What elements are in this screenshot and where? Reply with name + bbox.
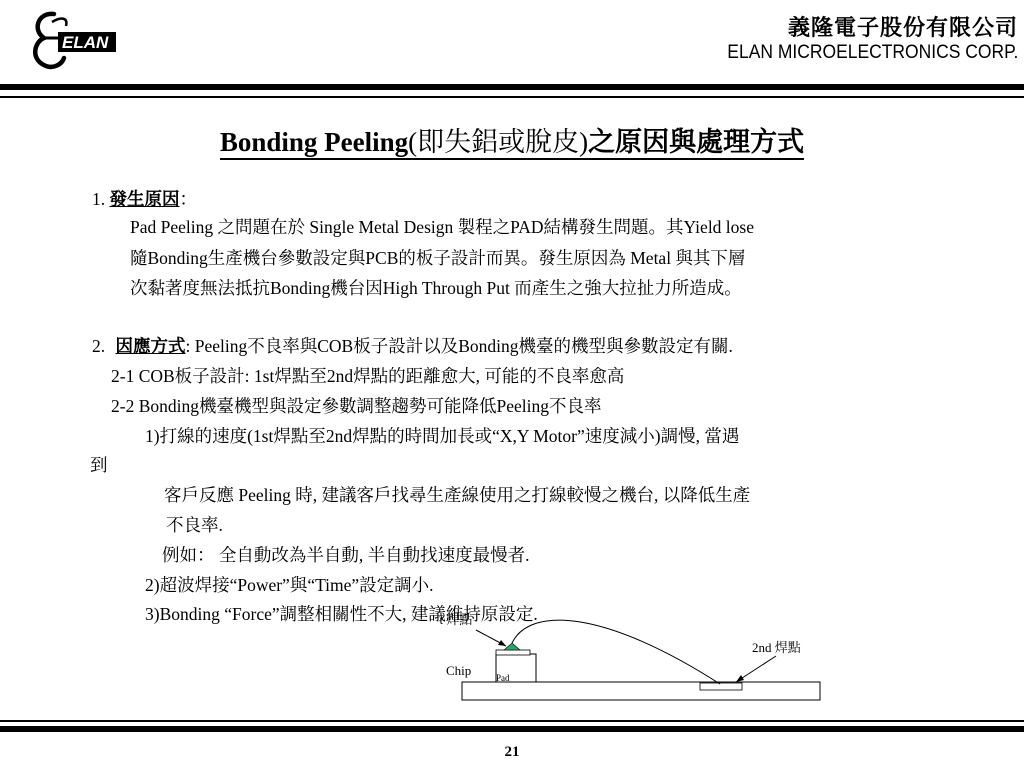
section-1-number: 1. bbox=[92, 189, 106, 209]
elan-logo-graphic bbox=[22, 8, 122, 72]
item-2-2: 2-2 Bonding機臺機型與設定參數調整趨勢可能降低Peeling不良率 bbox=[111, 396, 602, 416]
section-1-line-2: 隨Bonding生產機台參數設定與PCB的板子設計而異。發生原因為 Metal 與其下層 bbox=[130, 248, 746, 268]
company-name bbox=[702, 16, 1018, 64]
arrow-1st-head bbox=[498, 640, 506, 646]
header-rule-thick bbox=[0, 84, 1024, 90]
section-1-line-1: Pad Peeling 之問題在於 Single Metal Design 製程之PAD結構發生問題。其Yield lose bbox=[130, 217, 754, 237]
footer-rule-thick bbox=[0, 726, 1024, 732]
second-bond-pad bbox=[700, 683, 742, 690]
bonding-diagram-graphic bbox=[440, 612, 830, 704]
section-1-heading bbox=[92, 188, 197, 210]
sub-item-1-line-5: 例如： 全自動改為半自動, 半自動找速度最慢者. bbox=[162, 545, 530, 565]
sub-item-3: 3)Bonding “Force”調整相關性不大, 建議維持原設定. bbox=[145, 604, 538, 624]
header-rule-thin bbox=[0, 96, 1024, 98]
section-1-colon: ： bbox=[179, 189, 197, 209]
sub-item-1-line-1: 1)打線的速度(1st焊點至2nd焊點的時間加長或“X,Y Motor”速度減小)調慢, 當遇 bbox=[145, 426, 740, 446]
title-part-2: (即失鋁或脫皮) bbox=[408, 127, 589, 157]
company-name-english: ELAN MICROELECTRONICS CORP. bbox=[726, 42, 1018, 63]
section-1-line-3: 次黏著度無法抵抗Bonding機台因High Through Put 而產生之強大拉扯力所造成。 bbox=[130, 278, 742, 298]
elan-logo bbox=[22, 8, 122, 72]
substrate bbox=[462, 682, 820, 700]
title-part-3: 之原因與處理方式 bbox=[588, 127, 805, 157]
label-pad: Pad bbox=[496, 673, 510, 683]
bonding-diagram bbox=[440, 612, 830, 704]
label-chip: Chip bbox=[446, 663, 472, 678]
sub-item-1-line-2: 到 bbox=[90, 455, 108, 475]
title-part-1: Bonding Peeling bbox=[219, 127, 409, 157]
bond-wire bbox=[512, 620, 720, 684]
label-1st-bond: t 焊點 bbox=[440, 612, 473, 627]
logo-text: ELAN bbox=[62, 33, 109, 52]
slide-title-underlined bbox=[220, 127, 804, 160]
footer-rule-thin bbox=[0, 720, 1024, 722]
sub-item-1-line-3: 客戶反應 Peeling 時, 建議客戶找尋生產線使用之打線較慢之機台, 以降低生產 bbox=[164, 485, 751, 505]
sub-item-2: 2)超波焊接“Power”與“Time”設定調小. bbox=[145, 575, 434, 595]
section-1-title: 發生原因 bbox=[109, 189, 180, 209]
arrow-2nd-head bbox=[736, 675, 744, 682]
section-2-number: 2. bbox=[92, 336, 106, 356]
item-2-1: 2-1 COB板子設計: 1st焊點至2nd焊點的距離愈大, 可能的不良率愈高 bbox=[111, 366, 625, 386]
section-2-intro: : Peeling不良率與COB板子設計以及Bonding機臺的機型與參數設定有關. bbox=[185, 336, 733, 356]
slide-title bbox=[0, 120, 1024, 159]
page-number: 21 bbox=[504, 744, 520, 760]
first-bond-ball bbox=[504, 643, 520, 650]
section-2-heading bbox=[92, 335, 733, 357]
chip-pad bbox=[496, 650, 530, 655]
company-name-chinese: 義隆電子股份有限公司 bbox=[787, 16, 1018, 41]
section-2-title: 因應方式 bbox=[115, 336, 186, 356]
sub-item-1-line-4: 不良率. bbox=[166, 515, 223, 535]
label-2nd-bond: 2nd 焊點 bbox=[752, 640, 801, 655]
